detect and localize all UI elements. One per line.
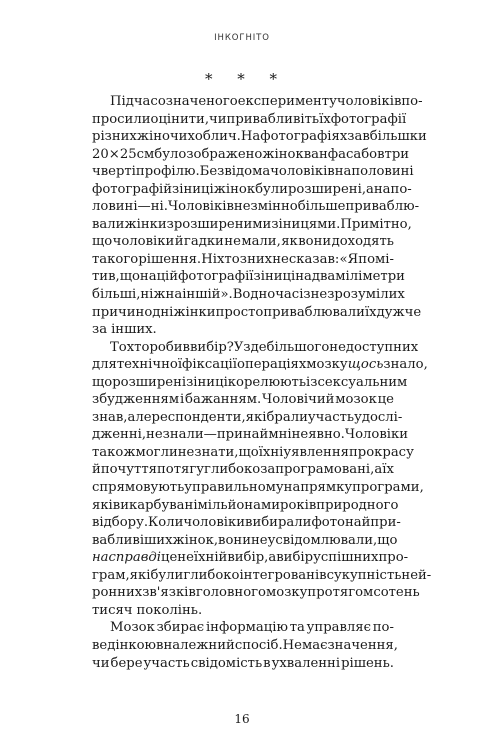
word: незмінно: [233, 199, 298, 215]
word: потягу: [156, 462, 204, 478]
word: а: [268, 550, 277, 566]
word: На: [240, 129, 261, 145]
word: жінки: [124, 216, 167, 232]
text-line: [92, 497, 399, 515]
word: ловині: [92, 199, 138, 215]
word: по-: [372, 620, 394, 636]
word: фіксації: [182, 357, 237, 373]
word: жіночих: [136, 129, 195, 145]
word: операціях: [237, 357, 307, 373]
word: приваблювали: [263, 304, 365, 320]
word: знати,: [194, 444, 239, 460]
word: фотографії: [330, 111, 407, 127]
word: що: [377, 532, 398, 548]
word: мозку: [266, 585, 308, 601]
paragraph: [92, 93, 427, 339]
paragraph: [92, 339, 432, 620]
word: чи: [209, 111, 227, 127]
text-line: [92, 549, 409, 567]
word: збудженням: [92, 392, 180, 408]
word: брали: [266, 409, 308, 425]
word: Під: [110, 94, 134, 109]
word: із: [299, 287, 311, 303]
word: жінок: [262, 146, 304, 162]
word: знало,: [383, 357, 428, 373]
word: в: [263, 655, 271, 671]
word: грам,: [92, 567, 130, 583]
word: успішних: [313, 550, 379, 566]
word: чоловіків: [336, 94, 402, 109]
word: гадки: [183, 234, 224, 250]
word: на: [139, 269, 157, 285]
text-line: [92, 374, 408, 392]
word: вабливіших: [92, 532, 173, 548]
text-line: [92, 163, 414, 181]
word: або: [353, 146, 378, 162]
word: із: [306, 374, 318, 390]
word: ронних: [92, 585, 143, 601]
text-line: [92, 111, 407, 129]
word: інформацію: [205, 620, 288, 636]
word: що: [119, 269, 140, 285]
word: й: [174, 234, 184, 250]
text-line: [92, 128, 427, 146]
word: жінки: [173, 304, 216, 320]
word: 20×25: [92, 146, 137, 162]
text-line: [92, 409, 403, 427]
word: це: [377, 392, 394, 408]
word: вибирали: [245, 515, 312, 531]
word: ніж: [140, 287, 166, 303]
word: їх: [319, 111, 331, 127]
word: Без: [199, 164, 225, 180]
word: Немає: [282, 637, 328, 653]
word: програми,: [352, 480, 424, 496]
word: по-: [390, 181, 412, 197]
word: привабливіть: [226, 111, 320, 127]
word: уявлення: [283, 444, 349, 460]
word: участь: [143, 655, 190, 671]
word: ні.: [150, 199, 168, 215]
word: їх: [382, 462, 394, 478]
word: протягом: [307, 585, 374, 601]
word: вибір,: [227, 550, 269, 566]
word: вони: [298, 234, 332, 250]
running-head: ІНКОГНІТО: [214, 33, 270, 43]
word: рішень.: [341, 655, 394, 671]
paragraph: [92, 619, 398, 672]
word: вали: [92, 216, 125, 232]
word: сказав:: [288, 251, 340, 267]
word: бажанням.: [185, 392, 262, 408]
text-line: [92, 198, 420, 216]
word: це: [160, 550, 178, 566]
word: збирає: [156, 620, 205, 636]
word: три: [384, 146, 410, 162]
word: ведінкою: [92, 637, 157, 653]
text-line: [92, 619, 394, 637]
word: не: [224, 234, 241, 250]
text-line: [92, 532, 398, 550]
word: про: [348, 444, 375, 460]
word: Чоловіків: [167, 199, 234, 215]
word: на: [373, 181, 391, 197]
text-line: [92, 146, 410, 164]
word: в: [156, 637, 164, 653]
word: вибір?: [189, 339, 234, 355]
word: мали,: [241, 234, 281, 250]
text-line: [92, 461, 394, 479]
word: Чоловічий: [262, 392, 335, 408]
word: й: [92, 462, 101, 478]
word: значення,: [327, 637, 398, 653]
word: міліметри: [335, 269, 405, 285]
word: були: [150, 567, 184, 583]
word: Мозок: [110, 620, 155, 636]
word: облич.: [194, 129, 241, 145]
word: зіниці: [253, 269, 296, 285]
word: на: [165, 287, 183, 303]
text-line: [92, 286, 405, 304]
text-line: [92, 584, 420, 602]
word: просто: [215, 304, 264, 320]
word: чоловіки: [112, 234, 175, 250]
text-line: [92, 567, 432, 585]
word: завбільшки: [347, 129, 427, 145]
word: поколінь.: [136, 602, 203, 618]
word: фотографії: [178, 269, 254, 285]
word: приваблю-: [345, 199, 420, 215]
word: фотографій: [92, 181, 173, 197]
word: природного: [316, 497, 399, 513]
word: що: [238, 444, 259, 460]
word: технічної: [116, 357, 183, 373]
word: чоловіків: [270, 164, 335, 180]
word: фото: [311, 515, 345, 531]
word: років: [280, 497, 317, 513]
word: Ніхто: [201, 251, 240, 267]
text-line: [92, 251, 394, 269]
word: мільйонами: [197, 497, 281, 513]
word: спосіб.: [234, 637, 283, 653]
word: фотографіях: [260, 129, 348, 145]
word: зіницями.: [271, 216, 341, 232]
word: у: [354, 409, 362, 425]
word: по-: [401, 94, 423, 109]
word: дужче: [376, 304, 422, 320]
word: та: [289, 620, 305, 636]
word: правильному: [192, 480, 284, 496]
word: в: [377, 146, 385, 162]
word: сотень: [373, 585, 420, 601]
word: і: [179, 392, 185, 408]
word: з: [239, 251, 247, 267]
word: відбору.: [92, 515, 149, 531]
word: вони: [218, 532, 251, 548]
word: анфас: [311, 146, 354, 162]
text-line: [92, 444, 414, 462]
word: оцінити,: [150, 111, 210, 127]
word: корелюють: [227, 374, 307, 390]
word: запрограмовані,: [260, 462, 375, 478]
text-line: [92, 356, 428, 374]
word: чверті: [92, 164, 136, 180]
word: ней-: [401, 567, 432, 583]
word: Водночас: [232, 287, 300, 303]
word: насправді: [92, 550, 161, 566]
word: про-: [378, 550, 409, 566]
word: але: [127, 409, 152, 425]
word: два: [311, 269, 336, 285]
word: а: [366, 181, 374, 197]
word: дослі-: [361, 409, 403, 425]
word: їхні: [258, 444, 284, 460]
word: рішення.: [138, 251, 202, 267]
word: були: [255, 181, 288, 197]
word: розширеними: [173, 216, 272, 232]
word: доходять: [331, 234, 394, 250]
word: не: [177, 550, 194, 566]
word: см: [136, 146, 155, 162]
word: розширені,: [287, 181, 367, 197]
word: чоловіки: [183, 515, 246, 531]
word: іншій».: [182, 287, 233, 303]
word: викарбувані: [112, 497, 198, 513]
word: знав,: [92, 409, 128, 425]
word: сукупність: [326, 567, 402, 583]
word: експерименту: [237, 94, 337, 109]
word: Чоловіки: [344, 427, 408, 443]
word: них: [247, 251, 273, 267]
word: зв'язків: [142, 585, 196, 601]
word: на: [334, 164, 352, 180]
word: не: [251, 532, 268, 548]
word: найпри-: [344, 515, 401, 531]
word: їх: [364, 304, 377, 320]
text-line: [92, 391, 394, 409]
word: не: [291, 427, 309, 443]
word: недоступних: [329, 339, 419, 355]
word: мозку: [306, 357, 348, 373]
word: щось: [347, 357, 384, 373]
word: такого: [92, 251, 139, 267]
word: профілю.: [135, 164, 200, 180]
word: цій: [156, 269, 179, 285]
word: просили: [92, 111, 151, 127]
word: управляє: [306, 620, 372, 636]
word: «Я: [339, 251, 359, 267]
word: зображено: [186, 146, 263, 162]
word: інтегровані: [239, 567, 320, 583]
word: помі-: [358, 251, 394, 267]
word: Коли: [148, 515, 184, 531]
word: більші,: [92, 287, 141, 303]
word: бере: [110, 655, 143, 671]
word: у: [184, 480, 193, 496]
word: могли: [135, 444, 178, 460]
text-line: [92, 93, 423, 111]
word: мозок: [335, 392, 377, 408]
section-break: * * *: [204, 70, 288, 88]
text-line: [92, 216, 412, 234]
word: свідомість: [190, 655, 263, 671]
text-line: [92, 637, 398, 655]
word: зіниці: [186, 374, 228, 390]
word: для: [92, 357, 117, 373]
word: за: [92, 322, 108, 338]
word: незрозумілих: [310, 287, 405, 303]
word: тив,: [92, 269, 120, 285]
word: вибір: [276, 550, 314, 566]
word: жінок: [213, 181, 256, 197]
word: що: [92, 374, 113, 390]
word: робив: [149, 339, 190, 355]
word: більше: [297, 199, 346, 215]
word: красу: [374, 444, 414, 460]
word: які: [245, 409, 267, 425]
word: що: [92, 234, 113, 250]
text-line: [92, 268, 405, 286]
word: а: [374, 462, 383, 478]
text-line: [92, 426, 408, 444]
body-text: [92, 93, 432, 672]
word: почуття: [100, 462, 157, 478]
word: жінок,: [172, 532, 219, 548]
word: явно.: [308, 427, 345, 443]
word: означеного: [157, 94, 238, 109]
word: їхній: [193, 550, 228, 566]
word: респонденти,: [151, 409, 246, 425]
text-line: [92, 514, 401, 532]
word: знали: [162, 427, 204, 443]
word: які: [129, 567, 151, 583]
text-line: [92, 602, 394, 620]
word: належний: [163, 637, 235, 653]
text-line: [92, 339, 419, 357]
word: здебільшого: [243, 339, 330, 355]
text-line: [92, 233, 394, 251]
word: відома: [224, 164, 271, 180]
word: дженні,: [92, 427, 147, 443]
word: То: [110, 339, 127, 355]
word: різних: [92, 129, 137, 145]
page-number: 16: [234, 712, 250, 726]
word: не: [272, 251, 289, 267]
word: як: [281, 234, 298, 250]
text-line: [92, 304, 422, 322]
word: Примітно,: [340, 216, 412, 232]
word: хто: [126, 339, 150, 355]
word: було: [154, 146, 187, 162]
word: головного: [195, 585, 266, 601]
word: участь: [307, 409, 355, 425]
word: не: [146, 427, 163, 443]
text-line: [92, 181, 412, 199]
word: спрямовують: [92, 480, 185, 496]
word: час: [133, 94, 158, 109]
text-line: [92, 655, 394, 673]
text-line: [92, 321, 394, 339]
word: в: [319, 567, 327, 583]
word: в: [303, 146, 312, 162]
word: половині: [351, 164, 414, 180]
word: напрямку: [283, 480, 353, 496]
word: ухваленні: [271, 655, 341, 671]
word: тисяч: [92, 602, 133, 618]
word: зіниці: [172, 181, 214, 197]
word: розширені: [112, 374, 187, 390]
word: не: [177, 444, 195, 460]
word: усвідомлювали,: [267, 532, 378, 548]
word: —: [203, 427, 217, 443]
word: також: [92, 444, 136, 460]
word: інших.: [111, 322, 157, 338]
word: —: [137, 199, 151, 215]
word: причин: [92, 304, 145, 320]
word: які: [92, 497, 113, 513]
text-line: [92, 479, 424, 497]
word: одні: [144, 304, 174, 320]
word: глибоко: [183, 567, 240, 583]
word: принаймні: [216, 427, 292, 443]
word: глибоко: [204, 462, 261, 478]
word: сексуальним: [317, 374, 408, 390]
word: У: [233, 339, 244, 355]
word: на: [295, 269, 312, 285]
word: з: [166, 216, 174, 232]
word: чи: [92, 655, 110, 671]
